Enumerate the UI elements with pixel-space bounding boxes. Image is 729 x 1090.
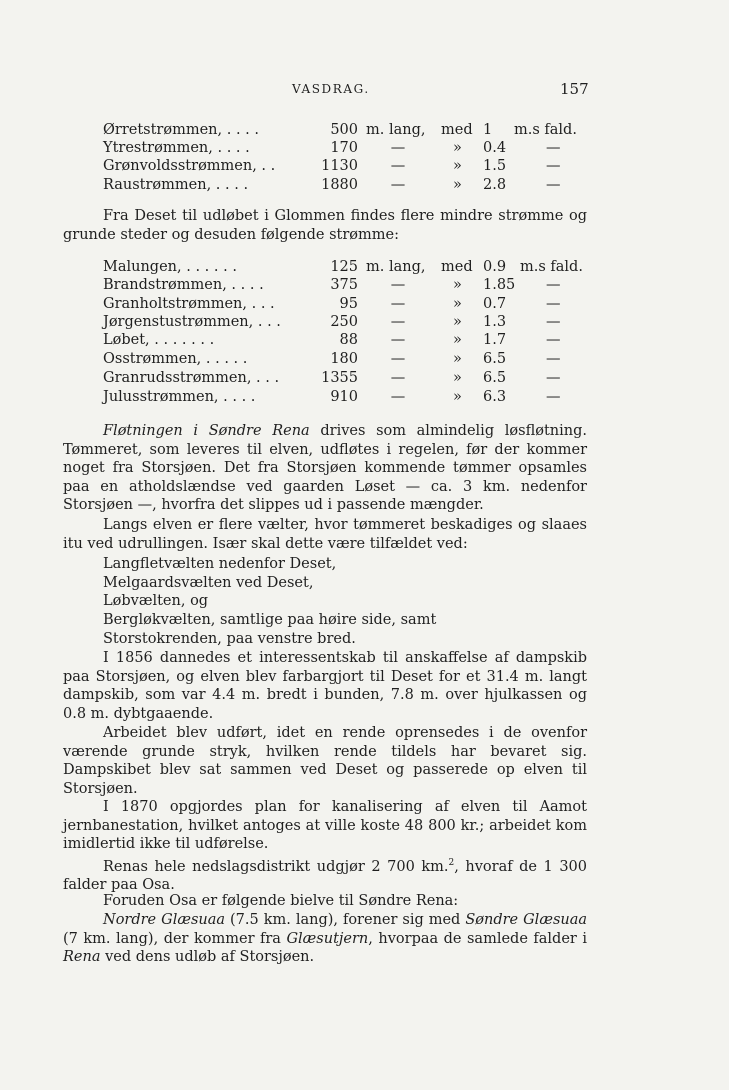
paragraph-1856: I 1856 dannedes et interessentskab til anskaffelse af dampskib paa Storsjøen, og elven blev farbargjort til Deset for et 31.4 m. langt dampskib, som var 4.4 m. bredt i bunden, 7.8 m. over hjulkassen og 0.8 m. dybtgaaende.: [63, 650, 587, 722]
rapid-fall: 0.4: [483, 140, 507, 156]
rapid-length: 500: [330, 122, 358, 138]
rapid-fall: 1.5: [483, 158, 507, 174]
table-row: [0, 258, 729, 278]
table-row: [0, 157, 729, 177]
rapid-length: 125: [330, 259, 358, 275]
rapid-name: Malungen, . . . . . .: [103, 259, 237, 275]
rapid-length: 180: [330, 351, 358, 367]
ditto-mark: »: [453, 389, 462, 405]
paragraph-langs: Langs elven er flere vælter, hvor tømmeret beskadiges og slaaes itu ved udrullingen. Især skal dette være tilfældet ved:: [63, 517, 587, 552]
table-row: [0, 139, 729, 159]
rapid-fall: 2.8: [483, 177, 507, 193]
list-item: Storstokrenden, paa venstre bred.: [103, 631, 356, 647]
river-name: Søndre Glæsuaa: [465, 912, 588, 928]
section-heading: Fløtningen i Søndre Rena: [103, 423, 310, 439]
with-label: med: [441, 122, 473, 138]
rapid-length: 250: [330, 314, 358, 330]
fall-unit: —: [546, 277, 561, 293]
fall-unit: —: [546, 370, 561, 386]
list-item: Løbvælten, og: [103, 593, 209, 609]
table-row: [0, 121, 729, 141]
rapid-length: 95: [339, 296, 358, 312]
river-name: Rena: [63, 949, 101, 966]
ditto-dash: —: [390, 389, 406, 405]
length-unit: m. lang,: [366, 259, 426, 275]
ditto-dash: —: [390, 140, 406, 156]
table-row: [0, 350, 729, 370]
fall-unit: —: [546, 296, 561, 312]
rapid-fall: 1: [483, 122, 493, 138]
fall-unit: —: [546, 332, 561, 348]
list-item: Melgaardsvælten ved Deset,: [103, 575, 314, 591]
rapid-name: Granholtstrømmen, . . .: [103, 296, 275, 312]
ditto-mark: »: [453, 177, 462, 193]
fall-unit: —: [546, 314, 561, 330]
paragraph-tributaries: [63, 911, 587, 967]
fall-unit: —: [546, 140, 561, 156]
table-row: [0, 313, 729, 333]
fall-unit: —: [546, 177, 561, 193]
table-row: [0, 176, 729, 196]
ditto-mark: »: [453, 314, 462, 330]
paragraph-renas: [63, 854, 587, 895]
ditto-dash: —: [390, 314, 406, 330]
table-row: [0, 276, 729, 296]
rapid-name: Jørgenstustrømmen, . . .: [103, 314, 281, 330]
ditto-mark: »: [453, 351, 462, 367]
ditto-dash: —: [390, 158, 406, 174]
rapid-length: 88: [339, 332, 358, 348]
rapid-fall: 6.5: [483, 351, 507, 367]
ditto-dash: —: [390, 277, 406, 293]
river-name: Nordre Glæsuaa: [103, 912, 226, 928]
paragraph-text: (7.5 km. lang), forener sig med: [225, 912, 466, 928]
fall-unit: m.s fald.: [514, 122, 577, 138]
ditto-mark: »: [453, 277, 462, 293]
table-row: [0, 331, 729, 351]
paragraph-floating: [63, 422, 587, 515]
paragraph-arbeidet: Arbeidet blev udført, idet en rende oprensedes i de ovenfor værende grunde stryk, hvilken rende tildels har bevaret sig. Dampskibet blev sat sammen ved Deset og passerede op elven til Storsjøen.: [63, 725, 587, 797]
ditto-mark: »: [453, 370, 462, 386]
rapid-name: Brandstrømmen, . . . .: [103, 277, 264, 293]
rapid-length: 1880: [321, 177, 358, 193]
table-row: [0, 388, 729, 408]
rapid-fall: 0.9: [483, 259, 507, 275]
ditto-mark: »: [453, 296, 462, 312]
rapid-name: Julusstrømmen, . . . .: [103, 389, 256, 405]
rapid-name: Løbet, . . . . . . .: [103, 332, 215, 348]
fall-unit: —: [546, 389, 561, 405]
rapid-name: Osstrømmen, . . . . .: [103, 351, 248, 367]
paragraph-text: drives som almindelig løsfløtning. Tømmeret, som leveres til elven, udfløtes i regelen, før der kommer noget fra Storsjøen. Det fra Storsjøen kommende tømmer opsamles paa en atholdslændse ved gaarden Løset — ca. 3 km. nedenfor Storsjøen —, hvorfra det slippes ud i passende mængder.: [63, 423, 588, 514]
fall-unit: m.s fald.: [520, 259, 583, 275]
paragraph-text: Renas hele nedslagsdistrikt udgjør 2 700 km.: [103, 858, 449, 875]
running-head: VASDRAG.: [292, 82, 370, 96]
rapid-fall: 6.5: [483, 370, 507, 386]
rapid-name: Raustrømmen, . . . .: [103, 177, 249, 193]
fall-unit: —: [546, 351, 561, 367]
page-number: 157: [560, 80, 589, 98]
rapid-name: Ytrestrømmen, . . . .: [103, 140, 250, 156]
length-unit: m. lang,: [366, 122, 426, 138]
list-item: Bergløkvælten, samtlige paa høire side, samt: [103, 612, 437, 628]
rapid-name: Grønvoldsstrømmen, . .: [103, 158, 276, 174]
rapid-length: 910: [330, 389, 358, 405]
rapid-fall: 6.3: [483, 389, 507, 405]
paragraph-text: (7 km. lang), der kommer fra: [63, 930, 287, 947]
paragraph-text: ved dens udløb af Storsjøen.: [100, 949, 315, 966]
ditto-dash: —: [390, 177, 406, 193]
rapid-fall: 1.3: [483, 314, 507, 330]
paragraph-foruden: Foruden Osa er følgende bielve til Søndre Rena:: [103, 893, 459, 909]
intro-paragraph: Fra Deset til udløbet i Glommen findes flere mindre strømme og grunde steder og desuden følgende strømme:: [63, 208, 587, 243]
river-name: Glæsutjern: [286, 930, 369, 947]
table-row: [0, 369, 729, 389]
ditto-mark: »: [453, 158, 462, 174]
rapid-length: 375: [330, 277, 358, 293]
superscript: 2: [448, 858, 455, 868]
ditto-mark: »: [453, 332, 462, 348]
ditto-mark: »: [453, 140, 462, 156]
ditto-dash: —: [390, 351, 406, 367]
rapid-length: 1130: [321, 158, 358, 174]
rapid-name: Granrudsstrømmen, . . .: [103, 370, 280, 386]
ditto-dash: —: [390, 296, 406, 312]
paragraph-text: , hvorpaa de samlede falder i: [368, 930, 587, 947]
ditto-dash: —: [390, 332, 406, 348]
ditto-dash: —: [390, 370, 406, 386]
list-item: Langfletvælten nedenfor Deset,: [103, 556, 337, 572]
rapid-length: 170: [330, 140, 358, 156]
rapid-length: 1355: [321, 370, 358, 386]
paragraph-1870: I 1870 opgjordes plan for kanalisering af elven til Aamot jernbanestation, hvilket antoges at ville koste 48 800 kr.; arbeidet kom imidlertid ikke til udførelse.: [63, 799, 587, 853]
paragraph-text: , hvoraf de 1 300 falder paa Osa.: [63, 858, 587, 894]
rapid-fall: 0.7: [483, 296, 507, 312]
rapid-name: Ørretstrømmen, . . . .: [103, 122, 259, 138]
rapid-fall: 1.7: [483, 332, 507, 348]
fall-unit: —: [546, 158, 561, 174]
with-label: med: [441, 259, 473, 275]
table-row: [0, 295, 729, 315]
rapid-fall: 1.85: [483, 277, 516, 293]
